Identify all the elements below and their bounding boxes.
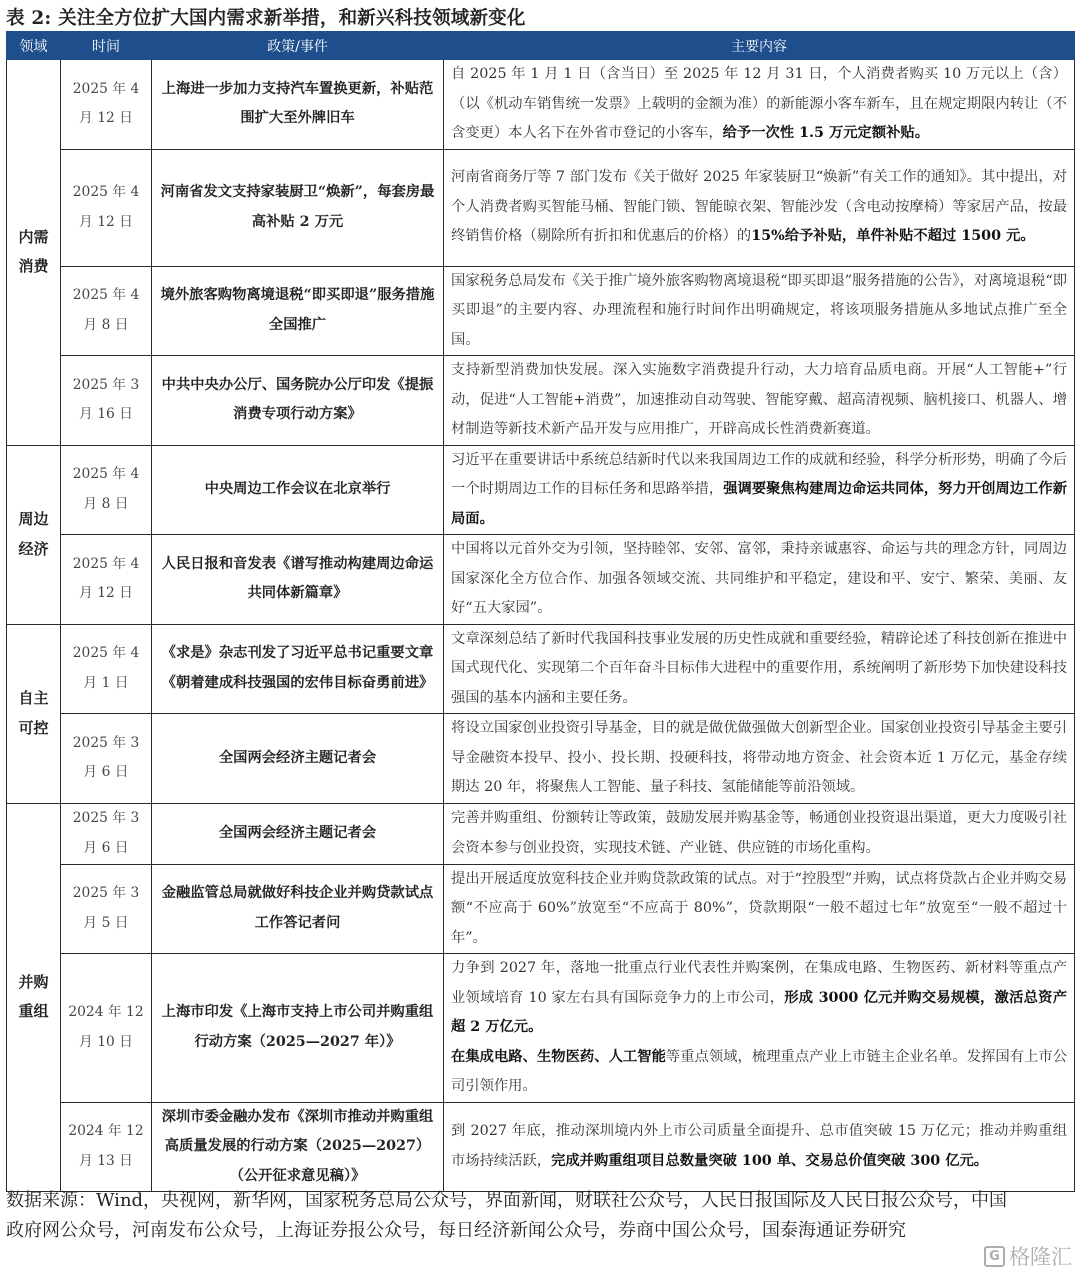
policy-table <box>6 31 1075 1192</box>
event-cell: 河南省发文支持家装厨卫“焕新”，每套房最高补贴 2 万元 <box>152 149 444 266</box>
table-row <box>7 954 1075 1103</box>
time-cell: 2025 年 4 月 1 日 <box>61 624 152 714</box>
table-row <box>7 535 1075 625</box>
event-cell: 中央周边工作会议在北京举行 <box>152 445 444 535</box>
domain-cell: 自主 可控 <box>7 624 61 803</box>
event-cell: 金融监管总局就做好科技企业并购贷款试点工作答记者问 <box>152 864 444 954</box>
content-bold: 形成 3000 亿元并购交易规模，激活总资产超 2 万亿元。 <box>451 989 1068 1035</box>
table-row <box>7 149 1075 266</box>
table-row <box>7 803 1075 864</box>
content-cell: 支持新型消费加快发展。深入实施数字消费提升行动，大力培育品质电商。开展“人工智能+”行动，促进“人工智能+消费”，加速推动自动驾驶、智能穿戴、超高清视频、脑机接口、机器人、增材制造等新技术新产品开发与应用推广，开辟高成长性消费新赛道。 <box>444 356 1075 446</box>
event-cell: 深圳市委金融办发布《深圳市推动并购重组高质量发展的行动方案（2025—2027）（公开征求意见稿）》 <box>152 1102 444 1192</box>
data-source-note: 数据来源：Wind，央视网，新华网，国家税务总局公众号，界面新闻，财联社公众号，人民日报国际及人民日报公众号，中国政府网公众号，河南发布公众号，上海证券报公众号，每日经济新闻公众号，券商中国公众号，国泰海通证券研究 <box>6 1190 1008 1241</box>
header-time: 时间 <box>61 32 152 60</box>
content-cell: 文章深刻总结了新时代我国科技事业发展的历史性成就和重要经验，精辟论述了科技创新在推进中国式现代化、实现第二个百年奋斗目标伟大进程中的重要作用，系统阐明了新形势下加快建设科技强国的基本内涵和主要任务。 <box>444 624 1075 714</box>
content-bold: 完成并购重组项目总数量突破 100 单、交易总价值突破 300 亿元。 <box>551 1152 989 1169</box>
time-cell: 2025 年 4 月 12 日 <box>61 149 152 266</box>
content-cell: 提出开展适度放宽科技企业并购贷款政策的试点。对于“控股型”并购，试点将贷款占企业并购交易额“不应高于 60%”放宽至“不应高于 80%”，贷款期限“一般不超过七年”放宽至“一般不超过十年”。 <box>444 864 1075 954</box>
event-cell: 全国两会经济主题记者会 <box>152 803 444 864</box>
event-cell: 《求是》杂志刊发了习近平总书记重要文章《朝着建成科技强国的宏伟目标奋勇前进》 <box>152 624 444 714</box>
watermark <box>984 1241 1072 1271</box>
table-row <box>7 356 1075 446</box>
time-cell: 2025 年 3 月 6 日 <box>61 714 152 804</box>
domain-cell: 周边 经济 <box>7 445 61 624</box>
content-text: 河南省商务厅等 7 部门发布《关于做好 2025 年家装厨卫“焕新”有关工作的通知》。其中提出，对个人消费者购买智能马桶、智能门锁、智能晾衣架、智能沙发（含电动按摩椅）等家居产品，按最终销售价格（剔除所有折扣和优惠后的价格）的 <box>451 169 1067 245</box>
event-cell: 上海市印发《上海市支持上市公司并购重组行动方案（2025—2027 年）》 <box>152 954 444 1103</box>
table-row <box>7 266 1075 356</box>
gelonghui-logo-icon: G <box>984 1246 1005 1267</box>
table-row <box>7 445 1075 535</box>
time-cell: 2025 年 4 月 8 日 <box>61 445 152 535</box>
time-cell: 2025 年 3 月 6 日 <box>61 803 152 864</box>
table-row <box>7 864 1075 954</box>
content-bold: 15%给予补贴，单件补贴不超过 1500 元。 <box>751 228 1035 245</box>
content-cell <box>444 1102 1075 1192</box>
time-cell: 2025 年 3 月 5 日 <box>61 864 152 954</box>
domain-cell: 并购 重组 <box>7 803 61 1192</box>
event-cell: 上海进一步加力支持汽车置换更新，补贴范围扩大至外牌旧车 <box>152 60 444 150</box>
header-domain: 领域 <box>7 32 61 60</box>
event-cell: 人民日报和音发表《谱写推动构建周边命运共同体新篇章》 <box>152 535 444 625</box>
content-bold: 在集成电路、生物医药、人工智能 <box>451 1048 666 1065</box>
time-cell: 2025 年 3 月 16 日 <box>61 356 152 446</box>
header-content: 主要内容 <box>444 32 1075 60</box>
content-cell <box>444 60 1075 150</box>
time-cell: 2024 年 12 月 10 日 <box>61 954 152 1103</box>
content-cell: 中国将以元首外交为引领，坚持睦邻、安邻、富邻，秉持亲诚惠容、命运与共的理念方针，同周边国家深化全方位合作、加强各领域交流、共同维护和平稳定，建设和平、安宁、繁荣、美丽、友好“五大家园”。 <box>444 535 1075 625</box>
time-cell: 2025 年 4 月 12 日 <box>61 60 152 150</box>
table-row <box>7 1102 1075 1192</box>
table-row <box>7 60 1075 150</box>
time-cell: 2024 年 12 月 13 日 <box>61 1102 152 1192</box>
content-text: 自 2025 年 1 月 1 日（含当日）至 2025 年 12 月 31 日，个人消费者购买 10 万元以上（含）（以《机动车销售统一发票》上载明的金额为准）的新能源小客车新车，且在规定期限内转让（不含变更）本人名下在外省市登记的小客车， <box>451 66 1067 141</box>
table-header-row <box>7 32 1075 60</box>
event-cell: 中共中央办公厅、国务院办公厅印发《提振消费专项行动方案》 <box>152 356 444 446</box>
content-text: 力争到 2027 年，落地一批重点行业代表性并购案例，在集成电路、生物医药、新材料等重点产业领域培育 10 家左右具有国际竞争力的上市公司， <box>451 960 1067 1006</box>
time-cell: 2025 年 4 月 8 日 <box>61 266 152 356</box>
watermark-text: 格隆汇 <box>1009 1245 1072 1269</box>
content-cell <box>444 149 1075 266</box>
event-cell: 全国两会经济主题记者会 <box>152 714 444 804</box>
header-event: 政策/事件 <box>152 32 444 60</box>
table-row <box>7 624 1075 714</box>
content-text: 到 2027 年底，推动深圳境内外上市公司质量全面提升、总市值突破 15 万亿元；推动并购重组市场持续活跃， <box>451 1123 1067 1169</box>
content-cell <box>444 954 1075 1103</box>
event-cell: 境外旅客购物离境退税“即买即退”服务措施全国推广 <box>152 266 444 356</box>
content-bold: 给予一次性 1.5 万元定额补贴。 <box>722 125 930 141</box>
content-text: 习近平在重要讲话中系统总结新时代以来我国周边工作的成就和经验，科学分析形势，明确了今后一个时期周边工作的目标任务和思路举措， <box>451 451 1067 497</box>
domain-cell: 内需 消费 <box>7 60 61 446</box>
content-text: 等重点领域，梳理重点产业上市链主企业名单。发挥国有上市公司引领作用。 <box>451 1048 1068 1094</box>
content-cell: 完善并购重组、份额转让等政策，鼓励发展并购基金等，畅通创业投资退出渠道，更大力度吸引社会资本参与创业投资，实现技术链、产业链、供应链的市场化重构。 <box>444 803 1075 864</box>
table-title: 表 2: 关注全方位扩大国内需求新举措，和新兴科技领域新变化 <box>6 8 526 29</box>
time-cell: 2025 年 4 月 12 日 <box>61 535 152 625</box>
content-cell: 将设立国家创业投资引导基金，目的就是做优做强做大创新型企业。国家创业投资引导基金主要引导金融资本投早、投小、投长期、投硬科技，将带动地方资金、社会资本近 1 万亿元，基金存续期达 20 年，将聚焦人工智能、量子科技、氢能储能等前沿领域。 <box>444 714 1075 804</box>
content-cell <box>444 445 1075 535</box>
content-cell: 国家税务总局发布《关于推广境外旅客购物离境退税“即买即退”服务措施的公告》，对离境退税“即买即退”的主要内容、办理流程和施行时间作出明确规定，将该项服务措施从多地试点推广至全国。 <box>444 266 1075 356</box>
table-row <box>7 714 1075 804</box>
content-bold: 强调要聚焦构建周边命运共同体，努力开创周边工作新局面。 <box>451 481 1068 527</box>
